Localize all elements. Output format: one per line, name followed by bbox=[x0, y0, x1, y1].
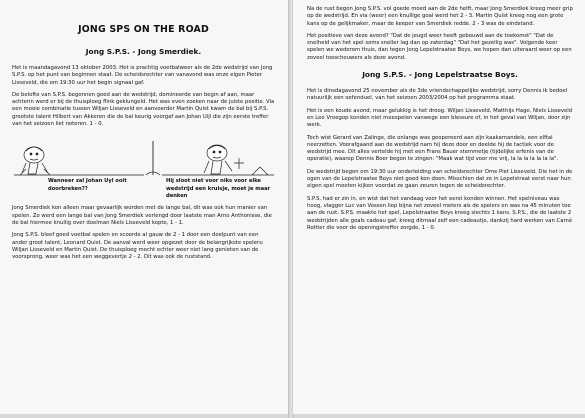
left-paragraph-4: Jong S.P.S. bleef goed voetbal spelen en scoorde al gauw de 2 - 1 door een doelpunt van een ander groot talent, Leonard Quist. De aanval werd weer opgezet door de belangrijkste spelers: Wiljan Lisseveld en Martin Quist. De thuisploeg mocht echter weer niet lang genieten van de voorsprong, weer was het een weggevertje 2 - 2. Dit was ook de ruststand. bbox=[12, 232, 264, 261]
right-paragraph-1: Na de rust begon Jong S.P.S. vol goede moed aan de 2de helft, maar Jong Smerdiek kreeg meer grip op de wedstrijd. En via (weer) een knullige goal werd het 2 - 3. Martin Quist kreeg nog een grote kans op de gelijkmaker, maar de keeper van Smerdiek redde. 2 - 3 was de eindstand. bbox=[307, 6, 573, 27]
page-title: JONG SPS ON THE ROAD bbox=[78, 24, 209, 35]
cartoon-caption-left: Wanneer zal Johan Uyl ooit doorbreken?? bbox=[48, 178, 127, 192]
left-paragraph-3: Jong Smerdiek kon alleen maar gevaarlijk worden met de lange bal, dit was ook hun manier van spelen. Zo werd een lange bal van Jong Smerdiek verlengd door laatste man Arno Anthonisse, die de bal hiermee knullig over doelman Niels Lisseveld kopte, 1 - 1. bbox=[12, 205, 272, 226]
right-paragraph-7: S.P.S. had er zin in, en wist dat het vandaag voor het eerst konden winnen. Het spelniveau was hoog, vlagger Luc van Vossen liep bijna net zoveel meters als de spelers en was na 45 minuten toe aan de rust. S.P.S. maakte het spel, Lepelstraatse Boys kreeg slechts 1 kans. S.P.S., die de laatste 2 wedstrijden alle goals cadeau gaf, kreeg ditmaal zelf een cadeautje, dankzij hard werken van Carné Rottier die voor de openingstreffer zorgde, 1 - 0. bbox=[307, 195, 573, 231]
left-page bbox=[0, 0, 289, 414]
left-paragraph-2: De belofte van S.P.S. begonnen goed aan de wedstrijd, domineerde van begin af aan, maar achterin werd er bij de thuisploeg flink geklungeld. Het was even zoeken naar de juiste positie. Via een mooie combinatie tussen Wiljan Lisseveld en aanvoerder Martin Quist kwam de bal bij S.P.S. grootste talent Hilbert van Akkeren die de bal keurig voorgaf aan Johan Uijl die zijn eerste treffer van het seizoen liet noteren. 1 - 0. bbox=[12, 91, 275, 128]
match-heading-smerdiek: Jong S.P.S. - Jong Smerdiek. bbox=[85, 47, 202, 56]
left-paragraph-1: Het is maandagavond 13 oktober 2003. Het is prachtig voetbalweer als de 2de wedstrijd van Jong S.P.S. op het punt van beginnen staat. De scheidsrechter van vanavond was onze eigen Pieter Lisseveld, die om 19:30 uur het begin signaal gaf. bbox=[12, 65, 273, 86]
match-heading-lepelstraatse: Jong S.P.S. - Jong Lepelstraatse Boys. bbox=[362, 70, 518, 80]
cartoon-strip bbox=[12, 133, 275, 201]
right-paragraph-6: De wedstrijd begon om 19:30 uur onderleiding van scheidsrechter Ome Piet Lisseveld. Die het in de ogen van de Lepelstraatse Boys niet goed kon doen. Misschien dat ze in Lepelstraat eerst naar hun eigen spel moeten kijken voordat ze gaan zeuren tegen de scheidsrechter. bbox=[307, 168, 573, 190]
right-page bbox=[293, 0, 585, 414]
cartoon-caption-right: Hij sloot niet voor niks voor elke wedstrijd een kruisje, moet je maar denken bbox=[166, 178, 271, 199]
right-paragraph-5: Toch wist Gerard van Zalinge, die onlangs was geopereerd aan zijn kaakamandels, een elftal neerzetten. Voorafgaand aan de wedstrijd nam hij deze door en deelde hij de tactiek voor de wedstrijd mee. Dit alles vertelde hij met een Frans Bauer stemmetje (tijdelijke erfenis van de operatie), waarop Dennis Boer begon te zingen: "Maak wat tijd voor me vrij, la la la la la la la". bbox=[307, 134, 559, 163]
right-paragraph-4: Het is een koude avond, maar gelukkig is het droog. Wiljan Lisseveld, Matthijs Hage, Niels Lisseveld en Leo Vroegop konden niet meespelen vanwege een blessure of, in het geval van Wiljan, door zijn werk. bbox=[307, 107, 573, 129]
right-paragraph-2: Het positieve van deze avond? "Dat de jeugd weer heeft gebouwd aan de toekomst" "Dat de snelheid van het spel soms sneller lag dan op zaterdag" "Dat het gezellig was". Volgende keer spelen we wederom thuis, dan tegen Jong Lepelstraatse Boys, we hopen dan uiteraard weer op een zoveel toeschouwers als deze avond. bbox=[307, 32, 572, 61]
right-paragraph-3: Het is dinsdagavond 25 november als de 3de vriendschappelijke wedstrijd, sorry Dennis ik bedoel natuurlijk een oefenduel, van het seizoen 2003/2004 op het programma staat. bbox=[307, 88, 568, 102]
